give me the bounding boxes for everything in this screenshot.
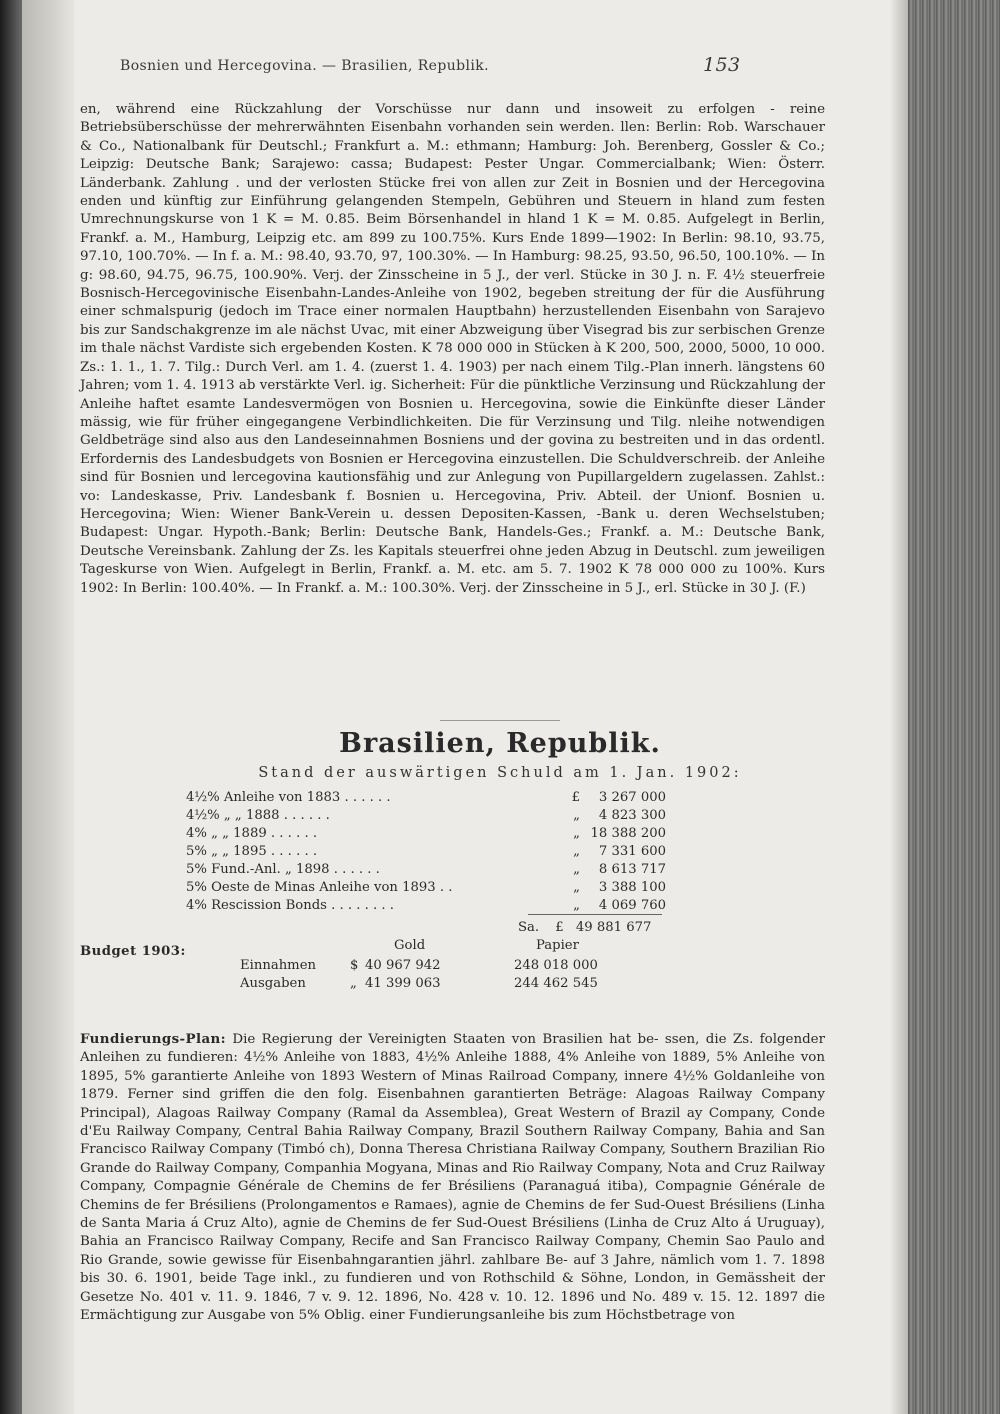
debt-desc: 4½% Anleihe von 1883 . . . . . . [186, 789, 391, 805]
debt-row [186, 896, 666, 914]
debt-desc: 5% „ „ 1895 . . . . . . [186, 843, 318, 859]
budget-row-paper: 244 462 545 [514, 976, 598, 991]
running-title: Bosnien und Hercegovina. — Brasilien, Republik. [120, 58, 489, 74]
debt-amount: 4 823 300 [598, 807, 666, 823]
debt-row [186, 860, 666, 878]
page-number: 153 [703, 54, 741, 76]
debt-currency: „ [573, 825, 580, 841]
debt-amount: 8 613 717 [598, 861, 666, 877]
section-title: Brasilien, Republik. [339, 728, 661, 759]
budget-row-label: Ausgaben [240, 976, 306, 991]
debt-row [186, 878, 666, 896]
debt-currency: „ [573, 879, 580, 895]
budget-row-gold: 41 399 063 [365, 976, 441, 991]
debt-desc: 5% Oeste de Minas Anleihe von 1893 . . [186, 879, 453, 895]
debt-desc: 4½% „ „ 1888 . . . . . . [186, 807, 330, 823]
book-binding-shadow [0, 0, 22, 1414]
page-stack-edge [908, 0, 1000, 1414]
debt-table [186, 788, 666, 914]
budget-col-paper: Papier [536, 938, 579, 953]
debt-row [186, 788, 666, 806]
debt-desc: 4% Rescission Bonds . . . . . . . . [186, 897, 394, 913]
funding-plan [80, 1030, 825, 1326]
debt-row [186, 806, 666, 824]
debt-row [186, 824, 666, 842]
debt-row [186, 842, 666, 860]
debt-currency: „ [573, 843, 580, 859]
funding-plan-lead: Fundierungs-Plan: [80, 1031, 227, 1047]
sum-rule [528, 914, 662, 915]
debt-amount: 3 267 000 [598, 789, 666, 805]
debt-desc: 4% „ „ 1889 . . . . . . [186, 825, 318, 841]
facing-page-edge [22, 0, 74, 1414]
section-divider [440, 720, 560, 721]
budget-row-label: Einnahmen [240, 958, 316, 973]
sum-label: Sa. [518, 920, 540, 935]
debt-currency: „ [573, 861, 580, 877]
debt-currency: „ [573, 807, 580, 823]
debt-amount: 4 069 760 [598, 897, 666, 913]
debt-desc: 5% Fund.-Anl. „ 1898 . . . . . . [186, 861, 380, 877]
budget-row-currency: „ [350, 976, 357, 991]
bosnia-loan-text [80, 101, 825, 598]
debt-amount: 3 388 100 [598, 879, 666, 895]
body-paragraph: en, während eine Rückzahlung der Vorschüsse nur dann und insoweit zu erfolgen - reine Betriebsüberschüsse der mehrerwähnten Eisenbahn vorhanden sein werden. llen: Berlin: Rob. Warschauer & Co., Nationalbank für Deutschl.; Frankfurt a. M.: ethmann; Hamburg: Joh. Berenberg, Gossler & Co.; Leipzig: Deutsche Bank; Sarajewo: cassa; Budapest: Pester Ungar. Commercialbank; Wien: Österr. Länderbank. Zahlung . und der verlosten Stücke frei von allen zur Zeit in Bosnien und der Hercegovina enden und künftig zur Einführung gelangenden Stempeln, Gebühren und Steuern in hland zum festen Umrechnungskurse von 1 K = M. 0.85. Beim Börsenhandel in hland 1 K = M. 0.85. Aufgelegt in Berlin, Frankf. a. M., Hamburg, Leipzig etc. am 899 zu 100.75%. Kurs Ende 1899—1902: In Berlin: 98.10, 93.75, 97.10, 100.70%. — In f. a. M.: 98.40, 93.70, 97, 100.30%. — In Hamburg: 98.25, 93.50, 96.50, 100.10%. — In g: 98.60, 94.75, 96.75, 100.90%. Verj. der Zinsscheine in 5 J., der verl. Stücke in 30 J. n. F. 4½ steuerfreie Bosnisch-Hercegovinische Eisenbahn-Landes-Anleihe von 1902, begeben streitung der für die Ausführung einer schmalspurig (jedoch im Trace einer normalen Hauptbahn) herzustellenden Eisenbahn von Sarajevo bis zur Sandschakgrenze im ale nächst Uvac, mit einer Abzweigung über Visegrad bis zur serbischen Grenze im thale nächst Vardiste sich ergebenden Kosten. K 78 000 000 in Stücken à K 200, 500, 2000, 5000, 10 000. Zs.: 1. 1., 1. 7. Tilg.: Durch Verl. am 1. 4. (zuerst 1. 4. 1903) per nach einem Tilg.-Plan innerh. längstens 60 Jahren; vom 1. 4. 1913 ab verstärkte Verl. ig. Sicherheit: Für die pünktliche Verzinsung und Rückzahlung der Anleihe haftet esamte Landesvermögen von Bosnien u. Hercegovina, sowie die Einkünfte dieser Länder mässig, wie für früher eingegangene Verbindlichkeiten. Die für Verzinsung und Tilg. nleihe notwendigen Geldbeträge sind also aus den Landeseinnahmen Bosniens und der govina zu bestreiten und in das ordentl. Erfordernis des Landesbudgets von Bosnien er Hercegovina einzustellen. Die Schuldverschreib. der Anleihe sind für Bosnien und lercegovina kautionsfähig und zur Anlegung von Pupillargeldern zugelassen. Zahlst.: vo: Landeskasse, Priv. Landesbank f. Bosnien u. Hercegovina, Priv. Abteil. der Unionf. Bosnien u. Hercegovina; Wien: Wiener Bank-Verein u. dessen Depositen-Kassen, -Bank u. deren Wechselstuben; Budapest: Ungar. Hypoth.-Bank; Berlin: Deutsche Bank, Handels-Ges.; Frankf. a. M.: Deutsche Bank, Deutsche Vereinsbank. Zahlung der Zs. les Kapitals steuerfrei ohne jeden Abzug in Deutschl. zum jeweiligen Tageskurse von Wien. Aufgelegt in Berlin, Frankf. a. M. etc. am 5. 7. 1902 K 78 000 000 zu 100%. Kurs 1902: In Berlin: 100.40%. — In Frankf. a. M.: 100.30%. Verj. der Zinsscheine in 5 J., erl. Stücke in 30 J. (F.) [80, 102, 825, 596]
debt-amount: 7 331 600 [598, 843, 666, 859]
budget-row-paper: 248 018 000 [514, 958, 598, 973]
section-subtitle: Stand der auswärtigen Schuld am 1. Jan. 1902: [258, 765, 742, 781]
debt-currency: „ [573, 897, 580, 913]
budget-label: Budget 1903: [80, 944, 186, 959]
funding-plan-text: Die Regierung der Vereinigten Staaten von Brasilien hat be- ssen, die Zs. folgender Anleihen zu fundieren: 4½% Anleihe von 1883, 4½% Anleihe 1888, 4% Anleihe von 1889, 5% Anleihe von 1895, 5% garantierte Anleihe von 1893 Western of Minas Railroad Company, innere 4½% Goldanleihe von 1879. Ferner sind griffen die den folg. Eisenbahnen garantierten Beträge: Alagoas Railway Company Principal), Alagoas Railway Company (Ramal da Assemblea), Great Western of Brazil ay Company, Conde d'Eu Railway Company, Central Bahia Railway Company, Brazil Southern Railway Company, Bahia and San Francisco Railway Company (Timbó ch), Donna Theresa Christiana Railway Company, Southern Brazilian Rio Grande do Railway Company, Companhia Mogyana, Minas and Rio Railway Company, Nota and Cruz Railway Company, Compagnie Générale de Chemins de fer Brésiliens (Paranaguá itiba), Compagnie Générale de Chemins de fer Brésiliens (Prolongamentos e Ramaes), agnie de Chemins de fer Sud-Ouest Brésiliens (Linha de Santa Maria á Cruz Alto), agnie de Chemins de fer Sud-Ouest Brésiliens (Linha de Cruz Alto á Uruguay), Bahia an Francisco Railway Company, Recife and San Francisco Railway Company, Chemin Sao Paulo and Rio Grande, sowie gewisse für Eisenbahngarantien jährl. zahlbare Be- auf 3 Jahre, nämlich vom 1. 7. 1898 bis 30. 6. 1901, beide Tage inkl., zu fundieren und von Rothschild & Söhne, London, in Gemässheit der Gesetze No. 401 v. 11. 9. 1846, 7 v. 9. 12. 1896, No. 428 v. 10. 12. 1896 und No. 489 v. 15. 12. 1897 die Ermächtigung zur Ausgabe von 5% Oblig. einer Fundierungsanleihe bis zum Höchstbetrage von [80, 1032, 825, 1324]
debt-currency: £ [571, 789, 580, 805]
budget-row-gold: 40 967 942 [365, 958, 441, 973]
budget-col-gold: Gold [394, 938, 426, 953]
sum-amount: 49 881 677 [575, 920, 652, 935]
budget-row-currency: $ [350, 958, 359, 973]
sum-currency: £ [555, 920, 564, 935]
debt-sum [518, 920, 651, 935]
debt-amount: 18 388 200 [590, 825, 666, 841]
